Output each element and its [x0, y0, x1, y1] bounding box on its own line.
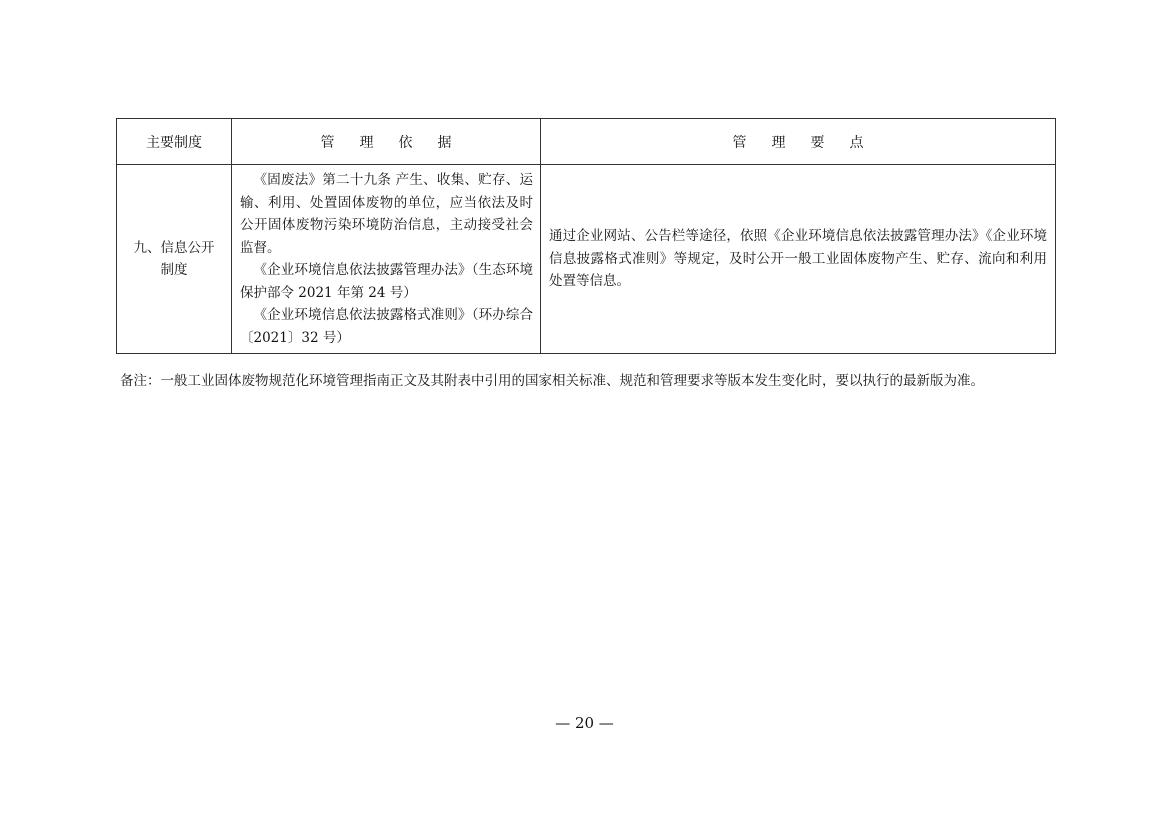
table-header-row	[117, 119, 1056, 165]
cell-management-basis	[232, 165, 541, 354]
cell-management-points: 通过企业网站、公告栏等途径，依照《企业环境信息依法披露管理办法》《企业环境信息披露格式准则》等规定，及时公开一般工业固体废物产生、贮存、流向和利用处置等信息。	[541, 165, 1056, 354]
system-name-line2: 制度	[160, 262, 188, 278]
system-name-line1: 九、信息公开	[133, 240, 215, 256]
management-table	[116, 118, 1056, 354]
header-management-points: 管理要点	[541, 119, 1056, 165]
basis-item: 《固废法》第二十九条 产生、收集、贮存、运输、利用、处置固体废物的单位，应当依法及时公开固体废物污染环境防治信息，主动接受社会监督。	[240, 172, 533, 256]
basis-item: 《企业环境信息依法披露管理办法》（生态环境保护部令 2021 年第 24 号）	[240, 262, 533, 301]
cell-main-system	[117, 165, 232, 354]
header-main-system: 主要制度	[117, 119, 232, 165]
page-number: — 20 —	[555, 714, 614, 732]
header-management-basis: 管理依据	[232, 119, 541, 165]
footnote: 备注：一般工业固体废物规范化环境管理指南正文及其附表中引用的国家相关标准、规范和管理要求等版本发生变化时，要以执行的最新版为准。	[120, 373, 984, 389]
table-row	[117, 165, 1056, 354]
basis-item: 《企业环境信息依法披露格式准则》（环办综合〔2021〕32 号）	[240, 307, 533, 346]
